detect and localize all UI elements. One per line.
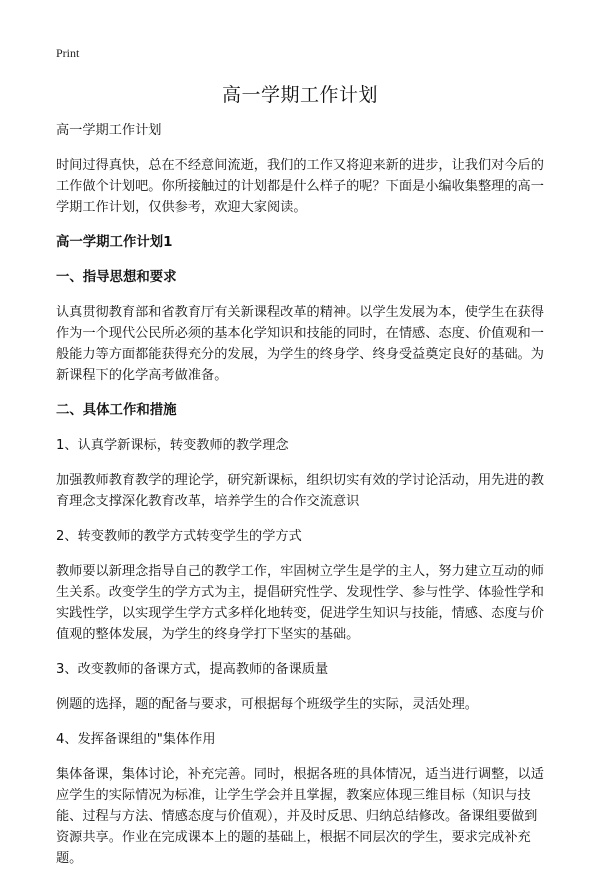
measure-2-title: 2、转变教师的教学方式转变学生的学方式	[56, 529, 302, 544]
measure-4-title: 4、发挥备课组的"集体作用	[56, 732, 216, 747]
measure-3-title: 3、改变教师的备课方式，提高教师的备课质量	[56, 662, 329, 677]
plan-heading: 高一学期工作计划1	[56, 235, 173, 250]
document-title: 高一学期工作计划	[221, 84, 378, 106]
document-body	[56, 120, 550, 883]
print-link[interactable]: Print	[56, 46, 80, 60]
measure-4-paragraph: 集体备课，集体讨论，补充完善。同时，根据各班的具体情况，适当进行调整，以适应学生的实际情况为标准，让学生学会并且掌握，教案应体现三维目标（知识与技能、过程与方法、情感态度与价值观），并及时反思、归纳总结修改。备课组要做到资源共享。作业在完成课本上的题的基础上，根据不同层次的学生，要求完成补充题。	[56, 767, 544, 866]
intro-paragraph: 时间过得真快，总在不经意间流逝，我们的工作又将迎来新的进步，让我们对今后的工作做个计划吧。你所接触过的计划都是什么样子的呢？下面是小编收集整理的高一学期工作计划，仅供参考，欢迎大家阅读。	[56, 158, 544, 215]
section-heading-measures: 二、具体工作和措施	[56, 403, 177, 418]
measure-1-title: 1、认真学新课标，转变教师的教学理念	[56, 438, 289, 453]
measure-1-paragraph: 加强教师教育教学的理论学，研究新课标，组织切实有效的学讨论活动，用先进的教育理念支撑深化教育改革，培养学生的合作交流意识	[56, 473, 544, 509]
guiding-ideology-paragraph: 认真贯彻教育部和省教育厅有关新课程改革的精神。以学生发展为本，使学生在获得作为一个现代公民所必须的基本化学知识和技能的同时，在情感、态度、价值观和一般能力等方面都能获得充分的发展，为学生的终身学、终身受益奠定良好的基础。为新课程下的化学高考做准备。	[56, 305, 544, 383]
section-heading-guiding-ideology: 一、指导思想和要求	[56, 270, 177, 285]
doc-subtitle: 高一学期工作计划	[56, 123, 162, 138]
measure-3-paragraph: 例题的选择，题的配备与要求，可根据每个班级学生的实际，灵活处理。	[56, 697, 478, 712]
measure-2-paragraph: 教师要以新理念指导自己的教学工作，牢固树立学生是学的主人，努力建立互动的师生关系。改变学生的学方式为主，提倡研究性学、发现性学、参与性学、体验性学和实践性学，以实现学生学方式多样化地转变，促进学生知识与技能，情感、态度与价值观的整体发展，为学生的终身学打下坚实的基础。	[56, 564, 544, 642]
